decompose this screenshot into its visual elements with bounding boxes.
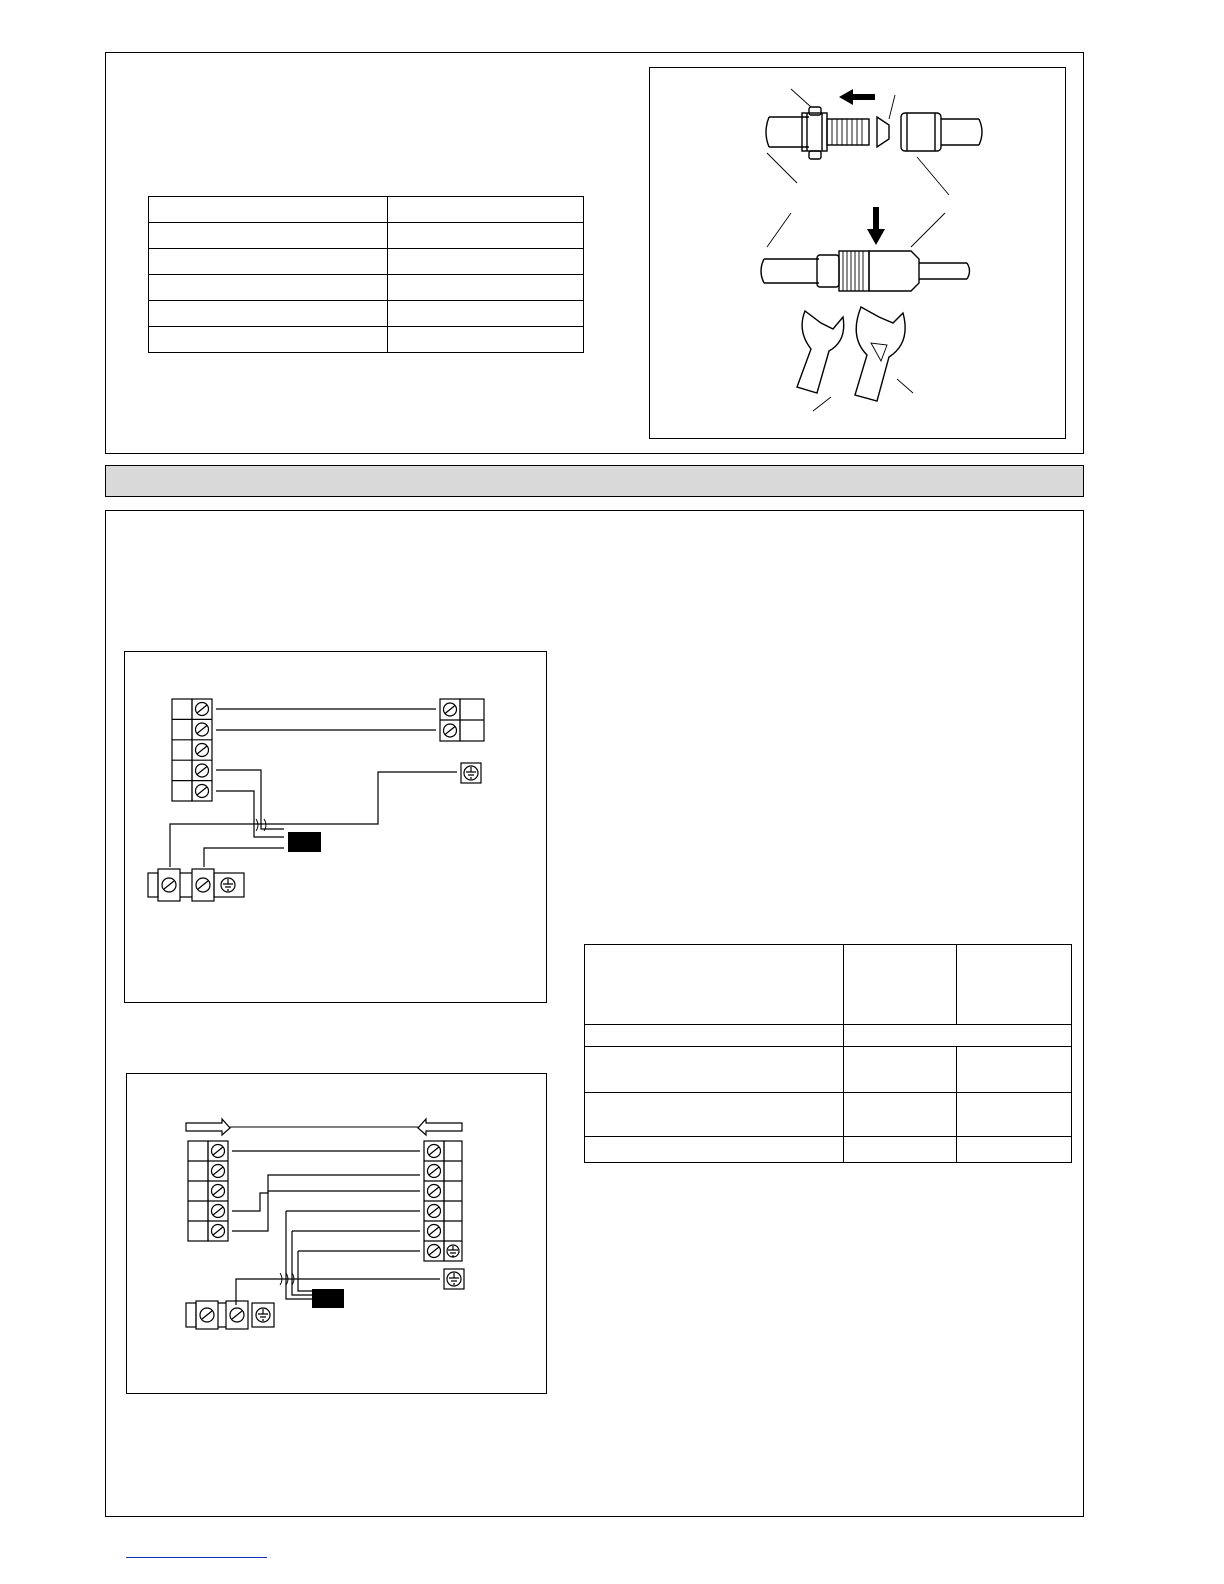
table-cell (957, 1093, 1072, 1137)
spec-table (584, 944, 1072, 1163)
table-cell (388, 197, 584, 223)
table-row (149, 327, 584, 353)
earth-ground-icon (256, 1308, 270, 1322)
section-header-band (105, 465, 1084, 497)
table-cell (388, 275, 584, 301)
arrow-icon (186, 1119, 230, 1135)
table-cell (844, 1093, 957, 1137)
table-cell (149, 197, 388, 223)
earth-ground-icon (221, 878, 235, 892)
table-row (149, 197, 584, 223)
table-row (585, 945, 1072, 1025)
table-cell (388, 249, 584, 275)
table-cell (585, 1093, 844, 1137)
table-cell (585, 1025, 844, 1047)
screw-terminal-icon (162, 878, 210, 892)
flare-connection-drawing (649, 67, 1066, 439)
table-cell (585, 945, 844, 1025)
table-row (585, 1025, 1072, 1047)
table-cell (149, 249, 388, 275)
table-cell (388, 301, 584, 327)
table-cell (844, 945, 957, 1025)
table-cell (844, 1137, 957, 1163)
table-row (149, 301, 584, 327)
wiring-diagram-1 (124, 651, 547, 1003)
table-cell (388, 327, 584, 353)
screw-terminal-icon (196, 703, 209, 798)
table-cell (149, 223, 388, 249)
wiring-diagram-2 (126, 1073, 547, 1394)
table-row (585, 1047, 1072, 1093)
table-cell (957, 1137, 1072, 1163)
torque-table (148, 196, 584, 353)
spanner-icon (797, 311, 844, 393)
ferrite-core (312, 1289, 344, 1308)
footer-rule (126, 1557, 267, 1558)
table-cell (585, 1137, 844, 1163)
ferrite-core (288, 832, 321, 852)
screw-terminal-icon (200, 1308, 244, 1322)
arrow-icon (839, 89, 875, 105)
table-row (149, 249, 584, 275)
table-cell (149, 301, 388, 327)
table-row (585, 1137, 1072, 1163)
earth-ground-icon (447, 1245, 459, 1257)
table-row (585, 1093, 1072, 1137)
arrow-icon (418, 1119, 462, 1135)
table-cell (388, 223, 584, 249)
screw-terminal-icon (212, 1145, 225, 1238)
table-cell (844, 1025, 1072, 1047)
table-cell (585, 1047, 844, 1093)
table-cell (957, 1047, 1072, 1093)
earth-ground-icon (464, 766, 478, 780)
table-cell (149, 275, 388, 301)
table-row (149, 275, 584, 301)
earth-ground-icon (447, 1272, 461, 1286)
adjustable-wrench-icon (855, 307, 905, 401)
table-row (149, 223, 584, 249)
arrow-icon (867, 207, 885, 245)
table-cell (149, 327, 388, 353)
table-cell (957, 945, 1072, 1025)
table-cell (844, 1047, 957, 1093)
